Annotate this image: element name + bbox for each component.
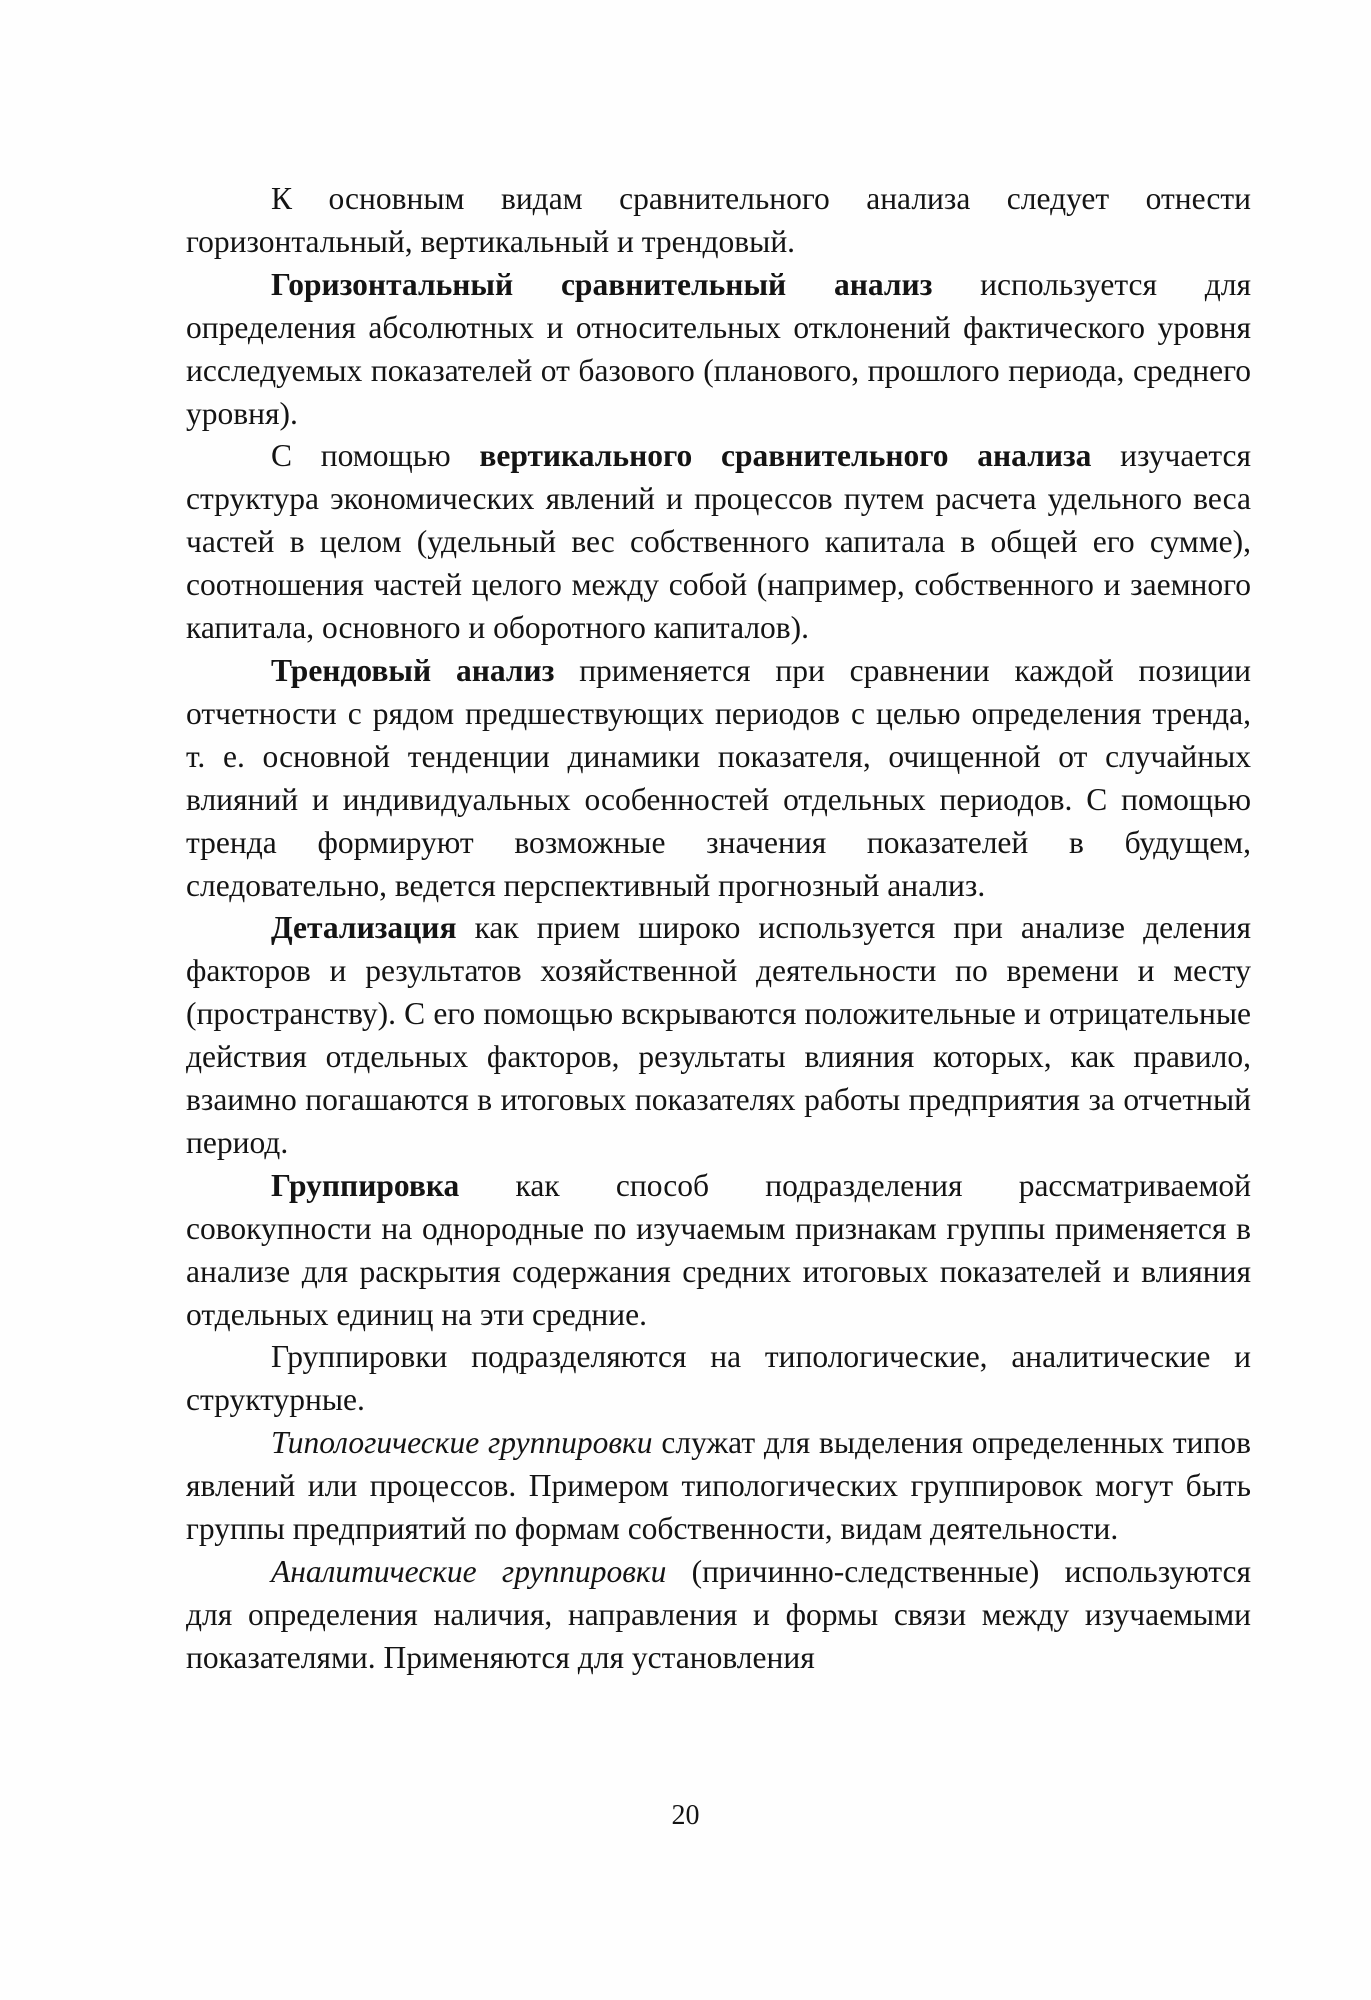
paragraph-text: используется для определения абсолютных и относительных отклонений фактического уровня исследуемых показателей от базового (планового, прошлого периода, среднего уровня). xyxy=(186,266,1251,431)
term-vertical-analysis: вертикального сравнительного анализа xyxy=(479,438,1092,474)
paragraph-grouping xyxy=(186,1165,1251,1337)
paragraph-text: применяется при сравнении каждой позиции отчетности с рядом предшествующих периодов с целью определения тренда, т. е. основной тенденции динамики показателя, очищенной от случайных влияний и индивидуальных особенностей отдельных периодов. С помощью тренда формируют возможные значения показателей в будущем, следовательно, ведется перспективный прогнозный анализ. xyxy=(186,652,1251,903)
paragraph-intro xyxy=(186,178,1251,264)
paragraph-grouping-types xyxy=(186,1336,1251,1422)
page-number: 20 xyxy=(671,1800,700,1831)
paragraph-text: как прием широко используется при анализе деления факторов и результатов хозяйственной деятельности по времени и месту (пространству). С его помощью вскрываются положительные и отрицательные действия отдельных факторов, результаты влияния которых, как правило, взаимно погашаются в итоговых показателях работы предприятия за отчетный период. xyxy=(186,910,1251,1160)
paragraph-typological-groupings xyxy=(186,1422,1251,1551)
paragraph-trend-analysis xyxy=(186,650,1251,907)
paragraph-text: служат для выделения определенных типов явлений или процессов. Примером типологических группировок могут быть группы предприятий по формам собственности, видам деятельности. xyxy=(186,1425,1251,1547)
paragraph-detailing xyxy=(186,907,1251,1164)
term-grouping: Группировка xyxy=(271,1167,460,1203)
paragraph-text: К основным видам сравнительного анализа следует отнести горизонтальный, вертикальный и трендовый. xyxy=(186,181,1251,259)
term-detailing: Детализация xyxy=(271,910,457,946)
term-horizontal-analysis: Горизонтальный сравнительный анализ xyxy=(271,266,933,302)
paragraph-text: как способ подразделения рассматриваемой совокупности на однородные по изучаемым признакам группы применяется в анализе для раскрытия содержания средних итоговых показателей и влияния отдельных единиц на эти средние. xyxy=(186,1167,1251,1332)
paragraph-text-lead: С помощью xyxy=(271,438,480,474)
term-trend-analysis: Трендовый анализ xyxy=(271,652,555,688)
paragraph-text: (причинно-следственные) используются для определения наличия, направления и формы связи между изучаемыми показателями. Применяются для установления xyxy=(186,1554,1251,1675)
paragraph-analytical-groupings xyxy=(186,1551,1251,1680)
term-typological-groupings: Типологические группировки xyxy=(271,1425,653,1461)
paragraph-horizontal-analysis xyxy=(186,264,1251,436)
paragraph-text: изучается структура экономических явлений и процессов путем расчета удельного веса частей в целом (удельный вес собственного капитала в общей его сумме), соотношения частей целого между собой (например, собственного и заемного капитала, основного и оборотного капиталов). xyxy=(186,438,1251,646)
paragraph-text: Группировки подразделяются на типологические, аналитические и структурные. xyxy=(186,1339,1251,1418)
body-text xyxy=(186,178,1251,1680)
paragraph-vertical-analysis xyxy=(186,435,1251,650)
term-analytical-groupings: Аналитические группировки xyxy=(271,1554,667,1589)
